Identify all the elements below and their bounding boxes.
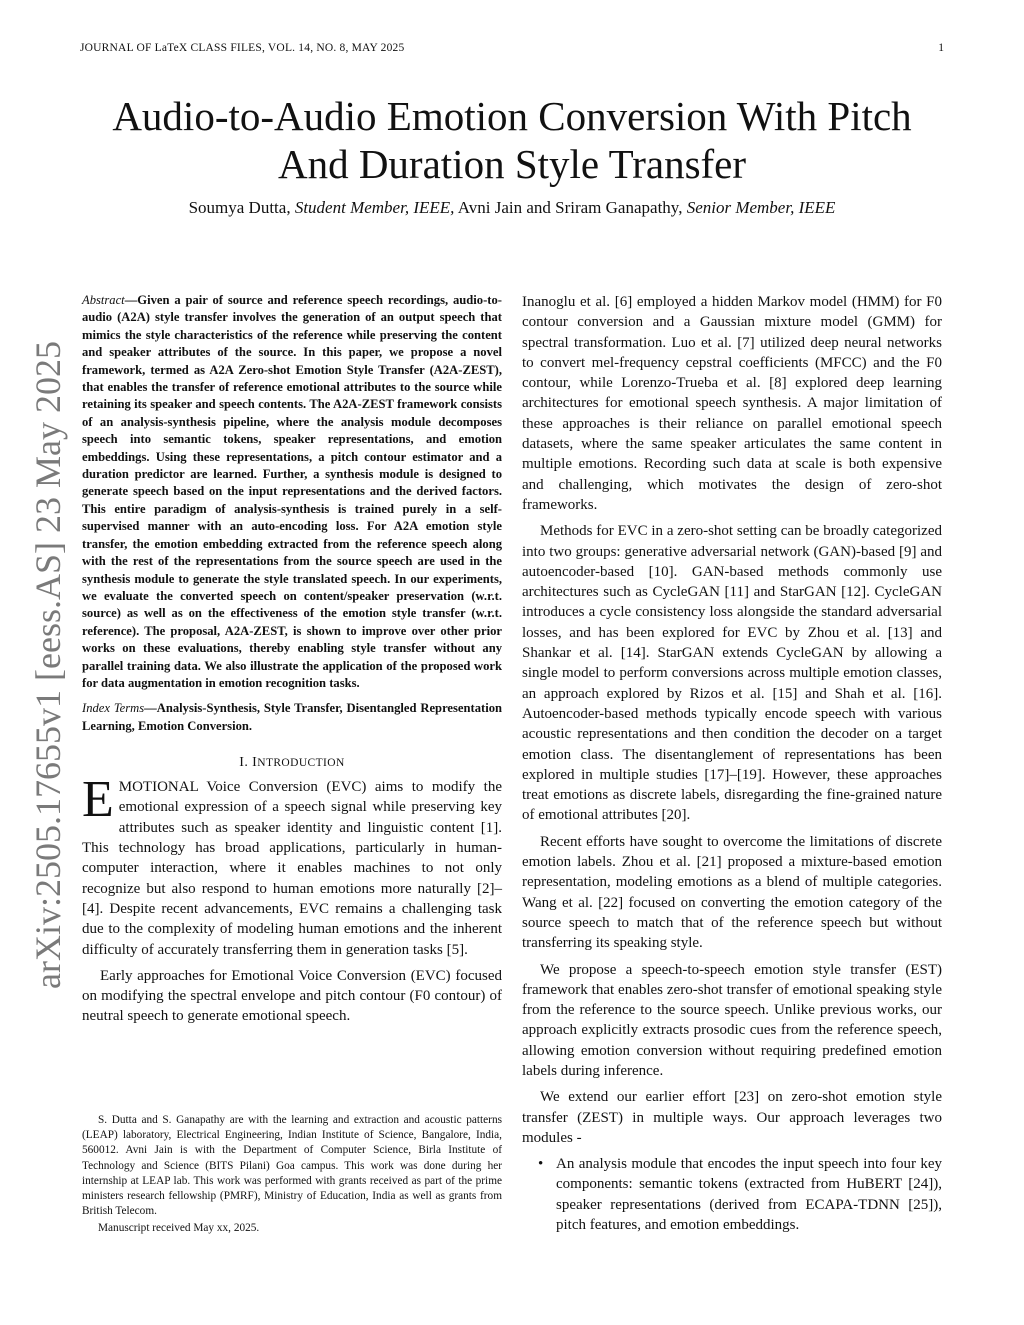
abstract-text: —Given a pair of source and reference speech recordings, audio-to-audio (A2A) style transfer involves the generation of an output speech that mimics the style characteristics of the reference while preserving the content and speaker attributes of the source. In this paper, we propose a novel framework, termed as A2A Zero-shot Emotion Style Transfer (A2A-ZEST), that enables the transfer of reference emotional attributes to the source while retaining its speaker and speech contents. The A2A-ZEST framework consists of an analysis-synthesis pipeline, where the analysis module decomposes speech into semantic tokens, speaker representations, and emotion embeddings. Using these representations, a pitch contour estimator and a duration predictor are learned. Further, a synthesis module is designed to generate speech based on the input representations and the derived factors. This entire paradigm of analysis-synthesis is trained purely in a self-supervised manner with an auto-encoding loss. For A2A emotion style transfer, the emotion embedding extracted from the reference speech along with the rest of the representations from the source speech are used in the synthesis module to generate the style translated speech. In our experiments, we evaluate the converted speech on content/speaker preservation (w.r.t. source) as well as on the effectiveness of the emotion style transfer (w.r.t. reference). The proposal, A2A-ZEST, is shown to improve over other prior works on these evaluations, thereby enabling style transfer without any parallel training data. We also illustrate the application of the proposed work for data augmentation in emotion recognition tasks. xyxy=(82,293,502,690)
author-1-role: Student Member, IEEE, xyxy=(294,198,455,217)
author-1: Soumya Dutta, xyxy=(188,198,291,217)
left-column xyxy=(82,292,502,1033)
running-header xyxy=(80,42,944,58)
list-item-text: An analysis module that encodes the input speech into four key components: semantic tokens (extracted from HuBERT [24]), speaker representations (derived from ECAPA-TDNN [25]), pitch features, and emotion embeddings. xyxy=(556,1156,942,1234)
paper-title xyxy=(60,92,964,188)
intro-paragraph-1 xyxy=(82,771,502,960)
right-paragraph-1: Inanoglu et al. [6] employed a hidden Markov model (HMM) for F0 contour conversion and a Gaussian mixture model (GMM) for spectral transformation. Luo et al. [7] utilized deep neural networks to convert mel-frequency cepstral coefficients (MFCC) and the F0 contour, while Lorenzo-Trueba et al. [8] explored deep learning architectures for emotional speech synthesis. A major limitation of these approaches is their reliance on parallel emotional speech datasets, where the same speaker articulates the same content in multiple emotions. Recording such data at scale is both expensive and challenging, which motivates the design of zero-shot frameworks. xyxy=(522,294,942,513)
section-title-rest: NTRODUCTION xyxy=(257,757,345,770)
right-paragraph-3: Recent efforts have sought to overcome the limitations of discrete emotion labels. Zhou et al. [21] proposed a mixture-based emotion representation, modeling emotions as a blend of multiple categories. Wang et al. [22] focused on converting the emotion category of the source speech to match that of the reference speech but without transferring its speaking style. xyxy=(522,833,942,952)
intro-paragraph-1-text: MOTIONAL Voice Conversion (EVC) aims to modify the emotional expression of a speech signal while preserving key attributes such as speaker identity and linguistic content [1]. This technology has broad applications, particularly in human-computer interaction, where it enables machines to not only recognize but also respond to human emotions more naturally [2]–[4]. Despite recent advancements, EVC remains a challenging task due to the complexity of modeling human emotions and the inherent difficulty of accurately transferring them in generation tasks [5]. xyxy=(82,779,502,958)
author-3-role: Senior Member, IEEE xyxy=(686,198,836,217)
footnote xyxy=(82,1113,502,1237)
right-paragraph-5: We extend our earlier effort [23] on zero-shot emotion style transfer (ZEST) in multiple ways. Our approach leverages two modules - xyxy=(522,1089,942,1146)
abstract xyxy=(82,292,502,692)
section-heading-introduction xyxy=(82,755,502,771)
bullet-icon: • xyxy=(538,1156,544,1173)
title-line-1: Audio-to-Audio Emotion Conversion With Pitch xyxy=(112,93,912,139)
author-list xyxy=(60,198,964,218)
list-item xyxy=(538,1154,942,1235)
right-column xyxy=(522,292,942,1235)
page-number: 1 xyxy=(938,42,944,54)
section-numeral: I. xyxy=(239,755,249,771)
index-terms-text: —Analysis-Synthesis, Style Transfer, Disentangled Representation Learning, Emotion Conversion. xyxy=(82,701,502,733)
journal-name: JOURNAL OF LaTeX CLASS FILES, VOL. 14, NO. 8, MAY 2025 xyxy=(80,42,405,54)
right-paragraph-4: We propose a speech-to-speech emotion style transfer (EST) framework that enables zero-shot transfer of emotional speaking style from the reference to the source speech. Unlike previous works, our approach explicitly extracts prosodic cues from the reference speech, allowing emotion conversion without requiring predefined emotion labels during inference. xyxy=(522,961,942,1079)
footnote-manuscript: Manuscript received May xx, 2025. xyxy=(98,1222,260,1235)
intro-paragraph-2: Early approaches for Emotional Voice Conversion (EVC) focused on modifying the spectral envelope and pitch contour (F0 contour) of neutral speech to generate emotional speech. xyxy=(82,967,502,1025)
index-terms-lead: Index Terms xyxy=(82,701,145,716)
section-initial: I xyxy=(252,755,258,771)
arxiv-side-stamp: arXiv:2505.17655v1 [eess.AS] 23 May 2025 xyxy=(28,341,68,989)
title-line-2: And Duration Style Transfer xyxy=(277,141,747,187)
module-list xyxy=(522,1154,942,1235)
right-paragraph-2: Methods for EVC in a zero-shot setting can be broadly categorized into two groups: generative adversarial network (GAN)-based [9] and autoencoder-based [10]. GAN-based methods commonly use architectures such as CycleGAN [11] and StarGAN [12]. CycleGAN introduces a cycle consistency loss alongside the standard adversarial losses, and has been explored for EVC by Zhou et al. [13] and Shankar et al. [14]. StarGAN extends CycleGAN by allowing a single model to perform conversions across multiple emotion classes, an approach explored by Rizos et al. [15] and Shah et al. [16]. Autoencoder-based methods typically encode speech with various acoustic representations and then condition the decoder on a target emotion class. The disentanglement of representations has been explored in multiple studies [17]–[19]. However, these approaches treat emotions as discrete labels, disregarding the fine-grained nature of emotional attributes [20]. xyxy=(522,523,942,824)
index-terms xyxy=(82,700,502,735)
abstract-lead: Abstract xyxy=(82,293,125,307)
drop-cap: E xyxy=(82,771,114,829)
author-2-3: Avni Jain and Sriram Ganapathy, xyxy=(457,198,683,217)
footnote-affiliations: S. Dutta and S. Ganapathy are with the learning and extraction and acoustic patterns (LEAP) laboratory, Electrical Engineering, Indian Institute of Science, Bangalore, India, 560012. Avni Jain is with the Department of Computer Science, Birla Institute of Technology and Science (BITS Pilani) Goa campus. This work was done during her internship at LEAP lab. This work was performed with grants received as part of the prime ministers research fellowship (PMRF), Ministry of Education, India as well as grants from British Telecom. xyxy=(82,1114,502,1218)
